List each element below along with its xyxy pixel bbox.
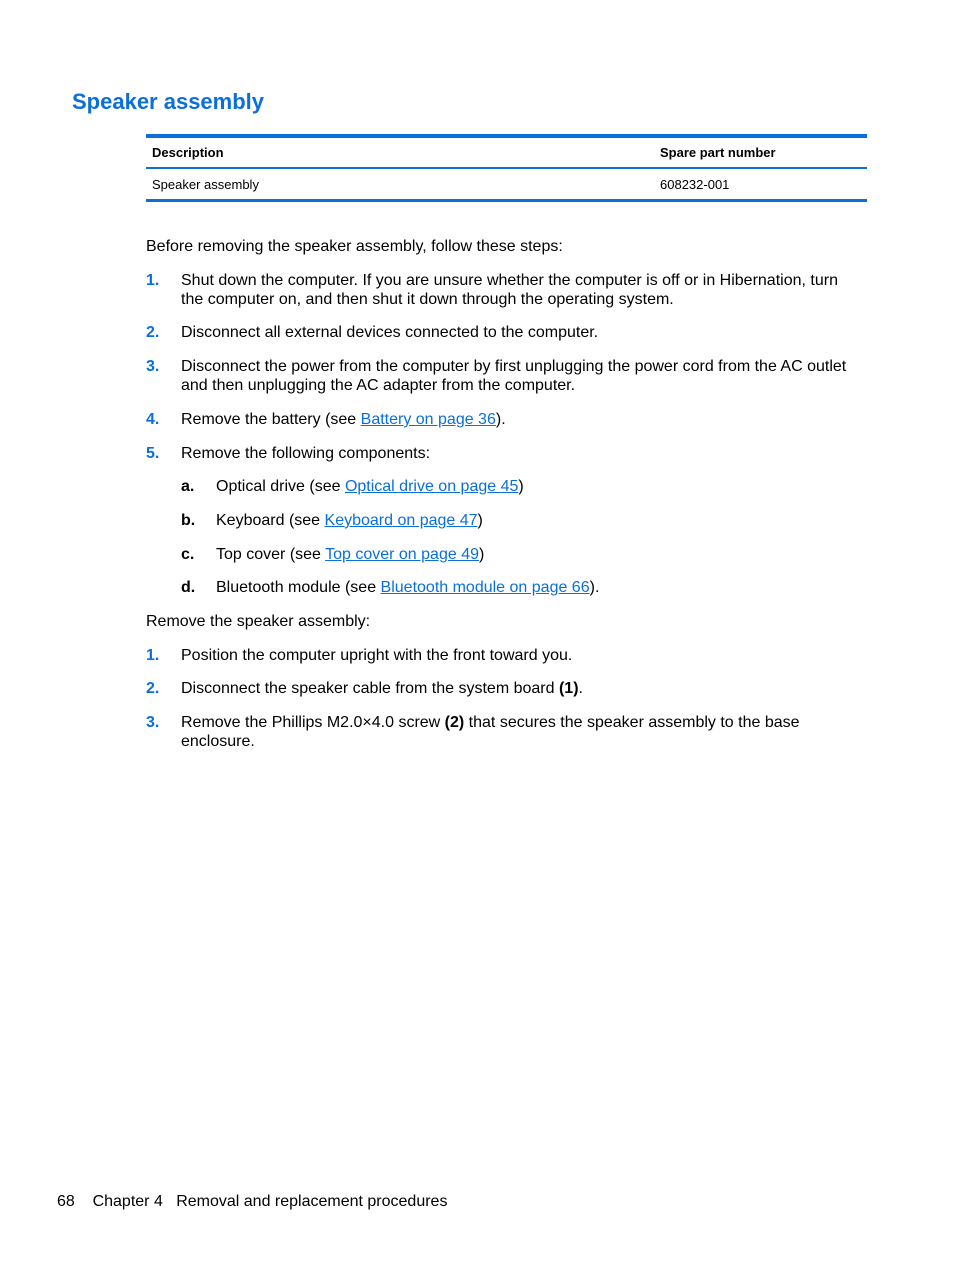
item-letter: b. <box>181 512 196 529</box>
item-letter: d. <box>181 579 196 596</box>
step-number: 4. <box>146 411 160 428</box>
page-number: 68 <box>57 1193 75 1210</box>
remove-intro: Remove the speaker assembly: <box>146 613 371 630</box>
header-spare-part-number: Spare part number <box>654 136 867 168</box>
remove-step <box>146 646 858 665</box>
remove-step <box>146 713 858 751</box>
page-title: Speaker assembly <box>72 89 265 114</box>
step-number: 3. <box>146 358 160 375</box>
callout-number: (2) <box>444 714 465 731</box>
bluetooth-module-link[interactable]: Bluetooth module on page 66 <box>380 579 590 596</box>
keyboard-link[interactable]: Keyboard on page 47 <box>324 512 478 529</box>
battery-link[interactable]: Battery on page 36 <box>360 411 496 428</box>
table-header-row <box>146 136 867 168</box>
step-text: Position the computer upright with the front toward you. <box>181 647 573 664</box>
prep-intro: Before removing the speaker assembly, follow these steps: <box>146 238 563 255</box>
step-text: Disconnect all external devices connected to the computer. <box>181 324 599 341</box>
item-letter: c. <box>181 546 195 563</box>
step-text: Shut down the computer. If you are unsure whether the computer is off or in Hibernation, turn the computer on, and then shut it down through the operating system. <box>181 272 838 308</box>
prep-step <box>146 323 858 342</box>
component-item: a. Optical drive (see Optical drive on page 45) <box>181 478 524 495</box>
step-text: Disconnect the power from the computer by first unplugging the power cord from the AC outlet and then unplugging the AC adapter from the computer. <box>181 358 847 394</box>
cell-description: Speaker assembly <box>146 168 654 201</box>
item-letter: a. <box>181 478 195 495</box>
step-number: 3. <box>146 714 160 731</box>
header-description: Description <box>146 136 654 168</box>
step-number: 5. <box>146 445 160 462</box>
component-item: b. Keyboard (see Keyboard on page 47) <box>181 512 483 529</box>
optical-drive-link[interactable]: Optical drive on page 45 <box>344 478 519 495</box>
page-footer <box>57 1192 447 1211</box>
step-text: Remove the Phillips M2.0×4.0 screw (2) that secures the speaker assembly to the base enclosure. <box>181 714 800 750</box>
step-text: Remove the battery (see Battery on page 36). <box>181 411 506 428</box>
chapter-title: Removal and replacement procedures <box>176 1193 448 1210</box>
callout-number: (1) <box>558 680 579 697</box>
table-row <box>146 168 867 201</box>
step-number: 1. <box>146 647 160 664</box>
top-cover-link[interactable]: Top cover on page 49 <box>325 546 479 563</box>
prep-step <box>146 271 858 309</box>
chapter-label: Chapter 4 <box>92 1193 163 1210</box>
remove-step <box>146 679 858 698</box>
step-number: 2. <box>146 324 160 341</box>
cell-spare-part-number: 608232-001 <box>654 168 867 201</box>
prep-step <box>146 444 858 463</box>
component-item: c. Top cover (see Top cover on page 49) <box>181 546 485 563</box>
spare-parts-table <box>146 134 867 202</box>
step-text: Remove the following components: <box>181 445 431 462</box>
prep-step <box>146 357 858 395</box>
step-number: 2. <box>146 680 160 697</box>
step-text: Disconnect the speaker cable from the system board (1). <box>181 680 583 697</box>
step-number: 1. <box>146 272 160 289</box>
prep-step <box>146 410 858 429</box>
component-item: d. Bluetooth module (see Bluetooth module on page 66). <box>181 579 600 596</box>
